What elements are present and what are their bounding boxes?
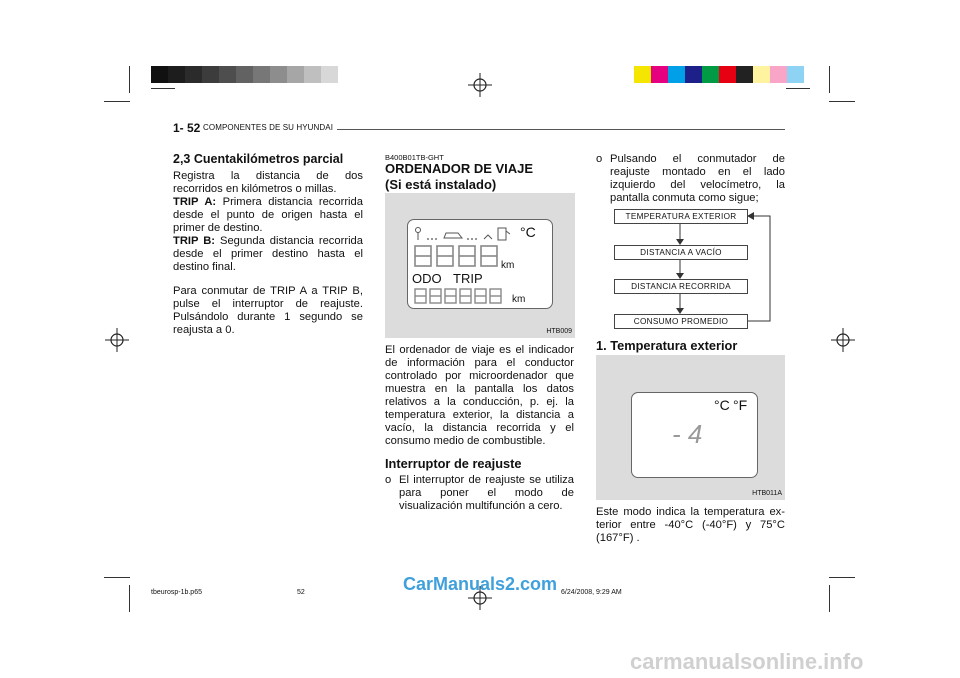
watermark: CarManuals2.com bbox=[403, 574, 558, 594]
paragraph bbox=[173, 235, 363, 274]
flow-box: DISTANCIA A VACÍO bbox=[614, 245, 748, 260]
temperature-reading: - 4 bbox=[672, 419, 703, 449]
figure-code: HTB009 bbox=[546, 328, 572, 335]
section-subheading: (Si está instalado) bbox=[385, 177, 497, 192]
text: Segunda distancia recorrida desde el primer destino hasta el destino final. bbox=[173, 235, 363, 273]
section-heading: 1. Temperatura exterior bbox=[596, 338, 738, 353]
paragraph bbox=[173, 196, 363, 235]
column-2 bbox=[385, 344, 574, 513]
paragraph: Pulsando el conmutador de reajuste montado en el lado izquierdo del velocímetro, la pantalla conmuta como sigue; bbox=[610, 153, 785, 204]
flow-box: DISTANCIA RECORRIDA bbox=[614, 279, 748, 294]
flow-box: TEMPERATURA EXTERIOR bbox=[614, 209, 748, 224]
unit-km: km bbox=[512, 294, 526, 305]
unit-celsius: °C bbox=[714, 397, 730, 413]
flow-box: CONSUMO PROMEDIO bbox=[614, 314, 748, 329]
section-heading: ORDENADOR DE VIAJE bbox=[385, 161, 534, 176]
page-number: 1- 52 bbox=[173, 121, 201, 135]
label: TRIP A: bbox=[173, 196, 217, 208]
bullet-item bbox=[596, 153, 785, 205]
section-heading: Interruptor de reajuste bbox=[385, 456, 522, 471]
trip-computer-figure bbox=[385, 193, 575, 338]
section-code: B400B01TB-GHT bbox=[385, 153, 444, 162]
flow-arrows bbox=[600, 205, 780, 335]
column-3 bbox=[596, 153, 785, 205]
section-heading: 2,3 Cuentakilómetros parcial bbox=[173, 152, 344, 166]
bullet: o bbox=[385, 474, 392, 486]
paragraph: Este modo indica la temperatura ex-terior entre -40°C (-40°F) y 75°C (167°F) . bbox=[596, 506, 785, 544]
lcd-display bbox=[631, 392, 758, 478]
column-1 bbox=[173, 152, 363, 337]
column-3-bottom bbox=[596, 506, 785, 545]
label: TRIP B: bbox=[173, 235, 216, 247]
paragraph: El ordenador de viaje es el indicador de información para el conductor controlado por microordenador que muestra en la pantalla los datos relativos a la conducción, p. ej. la temperatura exterior, la distancia a vacío, la distancia recorrida y el consumo medio de combustible. bbox=[385, 344, 574, 447]
footer-filename: tbeurosp-1b.p65 bbox=[151, 589, 202, 596]
paragraph: Registra la distancia de dos recorridos en kilómetros o millas. bbox=[173, 170, 363, 195]
outside-temp-figure bbox=[596, 355, 785, 500]
segment-digits-top bbox=[413, 244, 503, 268]
site-watermark: carmanualsonline.info bbox=[630, 649, 864, 674]
paragraph: Para conmutar de TRIP A a TRIP B, pulse el interruptor de reajuste. Pulsándolo durante 1 segundo se reajusta a 0. bbox=[173, 285, 363, 336]
trip-icons bbox=[414, 226, 514, 242]
temperature-unit: °C bbox=[520, 224, 536, 240]
segment-digits-bottom bbox=[413, 287, 513, 305]
header-rule bbox=[337, 129, 785, 130]
text: Primera distancia recorrida desde el punto de origen hasta el primer de destino. bbox=[173, 196, 363, 234]
paragraph: El interruptor de reajuste se utiliza para poner el modo de visualización multifunción a cero. bbox=[399, 474, 574, 512]
bullet: o bbox=[596, 153, 603, 165]
figure-code: HTB011A bbox=[752, 490, 782, 497]
footer-date: 6/24/2008, 9:29 AM bbox=[561, 589, 622, 596]
registration-target-icon bbox=[468, 73, 492, 97]
bullet-item bbox=[385, 474, 574, 513]
registration-target-icon bbox=[831, 328, 855, 352]
unit-km: km bbox=[501, 260, 515, 271]
lcd-display bbox=[407, 219, 553, 309]
section-title: COMPONENTES DE SU HYUNDAI bbox=[203, 123, 334, 132]
registration-target-icon bbox=[105, 328, 129, 352]
footer-page: 52 bbox=[297, 589, 305, 596]
trip-label: TRIP bbox=[453, 271, 483, 286]
unit-fahrenheit: °F bbox=[733, 397, 748, 413]
odo-label: ODO bbox=[412, 271, 442, 286]
